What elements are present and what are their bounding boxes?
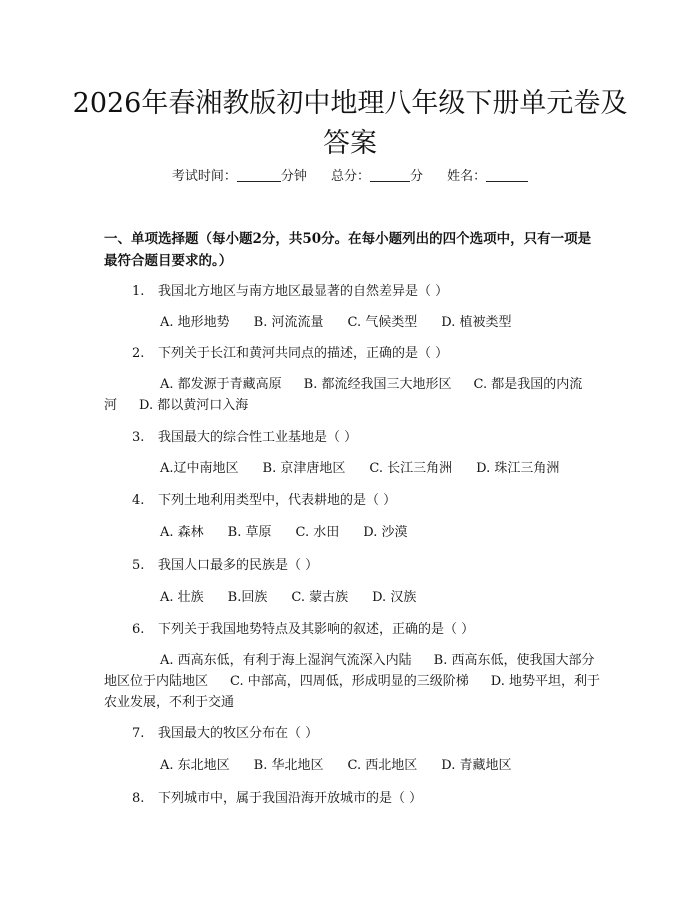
question-text: 下列关于我国地势特点及其影响的叙述，正确的是（ ） — [158, 622, 475, 637]
question-options — [104, 374, 602, 416]
question-text: 下列土地利用类型中，代表耕地的是（ ） — [158, 493, 397, 508]
question-number: 4. — [132, 493, 145, 508]
question-text: 我国北方地区与南方地区最显著的自然差异是（ ） — [158, 284, 449, 299]
exam-time — [172, 167, 307, 187]
time-unit: 分钟 — [280, 169, 307, 184]
option: D. 植被类型 — [441, 315, 512, 330]
option: B. 草原 — [227, 525, 272, 540]
option: B. 河流流量 — [253, 315, 324, 330]
question — [132, 282, 448, 302]
page-title: 2026年春湘教版初中地理八年级下册单元卷及答案 — [72, 88, 628, 159]
question-options — [104, 650, 602, 713]
option: A. 壮族 — [160, 590, 204, 605]
option: C. 中部高，四周低，形成明显的三级阶梯 — [230, 674, 469, 689]
option: C. 蒙古族 — [291, 590, 349, 605]
question-number: 5. — [132, 558, 145, 573]
option: D. 沙漠 — [363, 525, 408, 540]
question-text: 我国最大的牧区分布在（ ） — [158, 726, 319, 741]
question — [132, 556, 318, 576]
question-number: 1. — [132, 284, 145, 299]
option: D. 珠江三角洲 — [476, 461, 560, 476]
option: D. 都以黄河口入海 — [139, 398, 249, 413]
question-text: 下列关于长江和黄河共同点的描述，正确的是（ ） — [158, 346, 449, 361]
question-options — [160, 459, 583, 479]
option: A. 西高东低，有利于海上湿润气流深入内陆 — [160, 653, 412, 668]
question-number: 7. — [132, 726, 145, 741]
question-options — [160, 756, 535, 776]
score-blank — [370, 167, 410, 182]
question-options — [160, 523, 431, 543]
question — [132, 491, 396, 511]
option: A. 都发源于青藏高原 — [160, 377, 282, 392]
option: A. 东北地区 — [160, 758, 230, 773]
name-blank — [486, 167, 528, 182]
question — [132, 724, 318, 744]
time-label: 考试时间： — [171, 169, 237, 184]
section-heading: 一、单项选择题（每小题2分，共50分。在每小题列出的四个选项中，只有一项是最符合题目要求的。） — [104, 231, 592, 269]
name-label: 姓名： — [447, 169, 487, 184]
question — [132, 789, 422, 809]
option: D. 汉族 — [372, 590, 417, 605]
question-text: 下列城市中，属于我国沿海开放城市的是（ ） — [158, 791, 423, 806]
option: A. 地形地势 — [160, 315, 230, 330]
question — [132, 344, 448, 364]
question-options — [160, 588, 440, 608]
option: C. 长江三角洲 — [369, 461, 453, 476]
option: C. 都是我国的内流河 — [104, 377, 583, 413]
option: C. 西北地区 — [347, 758, 418, 773]
option: B. 华北地区 — [253, 758, 324, 773]
option: D. 青藏地区 — [441, 758, 512, 773]
option: A. 森林 — [160, 525, 204, 540]
score-unit: 分 — [410, 169, 424, 184]
option: B. 都流经我国三大地形区 — [303, 377, 452, 392]
question-number: 6. — [132, 622, 145, 637]
option: D. 地势平坦，利于农业发展，不利于交通 — [104, 674, 600, 710]
question-number: 3. — [132, 430, 145, 445]
question-number: 2. — [132, 346, 145, 361]
option: B. 西高东低，使我国大部分地区位于内陆地区 — [104, 653, 595, 689]
exam-name — [447, 167, 528, 187]
option: A.辽中南地区 — [160, 461, 239, 476]
question-text: 我国人口最多的民族是（ ） — [158, 558, 319, 573]
score-label: 总分： — [330, 169, 370, 184]
question-options — [160, 313, 535, 333]
question-number: 8. — [132, 791, 145, 806]
question — [132, 620, 474, 640]
exam-meta — [0, 167, 700, 187]
option: B.回族 — [227, 590, 268, 605]
option: B. 京津唐地区 — [262, 461, 346, 476]
option: C. 气候类型 — [347, 315, 418, 330]
option: C. 水田 — [295, 525, 340, 540]
time-blank — [237, 167, 281, 182]
question — [132, 428, 357, 448]
exam-score — [331, 167, 423, 187]
question-text: 我国最大的综合性工业基地是（ ） — [158, 430, 358, 445]
